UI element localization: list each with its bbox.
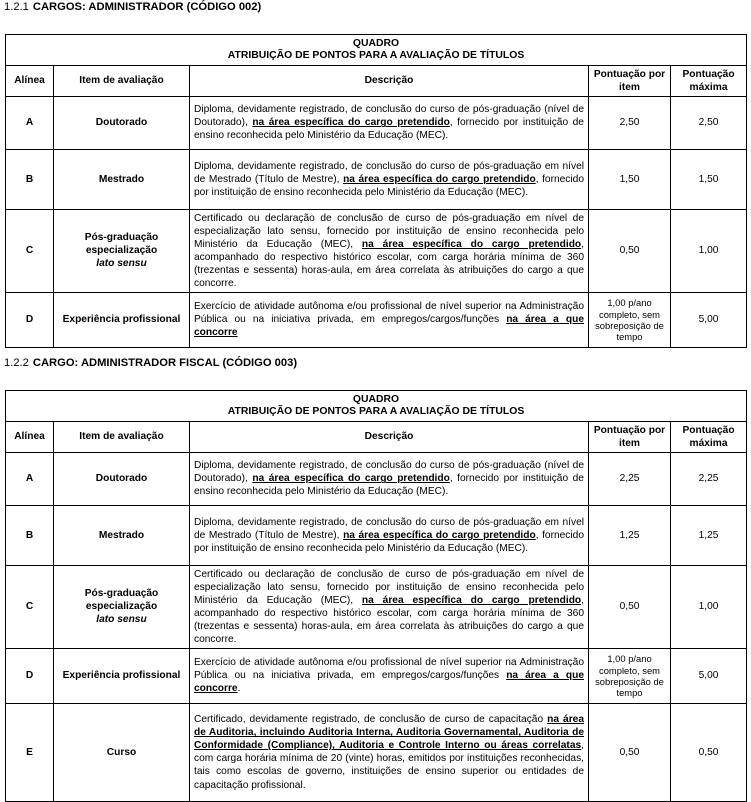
description-cell: [190, 452, 589, 505]
section-number: 1.2.2: [4, 357, 29, 369]
description-text: Diploma, devidamente registrado, de conclusão do curso de pós-graduação em nível de Mestrado (Título de Mestre),: [194, 516, 584, 541]
alinea-cell: B: [6, 505, 54, 565]
table-row: [6, 149, 747, 209]
description-cell: [190, 703, 589, 801]
description-text: Diploma, devidamente registrado, de conclusão do curso de pós-graduação (nível de Doutorado),: [194, 460, 584, 485]
item-cell: [54, 505, 190, 565]
description-text: , fornecido por instituição de ensino reconhecida pelo Ministério da Educação (MEC).: [194, 117, 584, 142]
quadro-header: [6, 35, 747, 66]
header-pontuacao-maxima: Pontuação máxima: [671, 65, 747, 96]
header-alinea: Alínea: [6, 65, 54, 96]
score-max: 1,00: [671, 565, 747, 648]
section-number: 1.2.1: [4, 1, 29, 13]
score-per-item: 0,50: [589, 703, 671, 801]
description-cell: [190, 96, 589, 149]
description-text: Certificado, devidamente registrado, de conclusão de curso de capacitação: [194, 714, 548, 726]
alinea-cell: A: [6, 96, 54, 149]
description-highlight: na área específica do cargo pretendido: [252, 117, 450, 129]
description-text: , fornecido por instituição de ensino reconhecida pelo Ministério da Educação (MEC).: [194, 529, 584, 554]
score-max: 0,50: [671, 703, 747, 801]
description-cell: [190, 565, 589, 648]
table-row: [6, 452, 747, 505]
description-cell: [190, 149, 589, 209]
quadro-subtitle: ATRIBUIÇÃO DE PONTOS PARA A AVALIAÇÃO DE TÍTULOS: [227, 405, 525, 417]
table-row: [6, 565, 747, 648]
header-pontuacao-maxima: Pontuação máxima: [671, 421, 747, 452]
description-highlight: na área específica do cargo pretendido: [252, 473, 450, 485]
item-cell: [54, 452, 190, 505]
table-row: [6, 703, 747, 801]
item-cell: [54, 648, 190, 703]
description-text: Exercício de atividade autônoma e/ou profissional de nível superior na Administração Pública ou na iniciativa privada, em empregos/cargos/funções: [194, 301, 584, 326]
header-pontuacao-item: Pontuação por item: [589, 65, 671, 96]
score-per-item: 1,00 p/ano completo, sem sobreposição de tempo: [589, 292, 671, 347]
score-per-item: 1,00 p/ano completo, sem sobreposição de tempo: [589, 648, 671, 703]
table-row: [6, 209, 747, 292]
score-max: 1,00: [671, 209, 747, 292]
item-cell: [54, 149, 190, 209]
description-highlight: na área específica do cargo pretendido: [361, 594, 582, 606]
description-text: Diploma, devidamente registrado, de conclusão do curso de pós-graduação (nível de Doutorado),: [194, 104, 584, 129]
item-label-italic: lato sensu: [96, 258, 147, 270]
item-label: Experiência profissional: [62, 314, 181, 326]
points-table: [5, 34, 747, 348]
item-label: Experiência profissional: [62, 670, 181, 682]
item-label: Mestrado: [98, 529, 145, 541]
score-per-item: 2,25: [589, 452, 671, 505]
table-row: [6, 648, 747, 703]
description-text: , acompanhado do respectivo histórico escolar, com carga horária mínima de 360 (trezentas e sessenta) horas-aula, em área correlata às atribuições do cargo a que concorre.: [194, 238, 584, 289]
table-row: [6, 292, 747, 347]
alinea-cell: D: [6, 648, 54, 703]
item-cell: [54, 96, 190, 149]
score-per-item: 1,25: [589, 505, 671, 565]
item-label: Mestrado: [98, 173, 145, 185]
alinea-cell: B: [6, 149, 54, 209]
item-cell: [54, 703, 190, 801]
quadro-subtitle: ATRIBUIÇÃO DE PONTOS PARA A AVALIAÇÃO DE TÍTULOS: [227, 49, 525, 61]
header-item: Item de avaliação: [54, 65, 190, 96]
alinea-cell: C: [6, 565, 54, 648]
item-cell: [54, 292, 190, 347]
header-alinea: Alínea: [6, 421, 54, 452]
quadro-header: [6, 391, 747, 422]
section-title: CARGOS: ADMINISTRADOR (CÓDIGO 002): [32, 1, 262, 13]
description-text: Certificado ou declaração de conclusão de curso de pós-graduação em nível de especialização lato sensu, fornecido por instituição de ensino reconhecida pelo Ministério da Educação (MEC),: [194, 212, 584, 250]
description-cell: [190, 648, 589, 703]
quadro-title: QUADRO: [352, 394, 400, 405]
score-per-item: 0,50: [589, 565, 671, 648]
item-label-italic: lato sensu: [96, 614, 147, 626]
score-max: 1,25: [671, 505, 747, 565]
description-cell: [190, 505, 589, 565]
description-highlight: na área específica do cargo pretendido: [361, 238, 582, 250]
score-per-item: 2,50: [589, 96, 671, 149]
description-highlight: na área específica do cargo pretendido: [343, 173, 536, 185]
score-max: 1,50: [671, 149, 747, 209]
description-cell: [190, 292, 589, 347]
section-heading: [4, 357, 297, 369]
item-cell: [54, 565, 190, 648]
points-table: [5, 390, 747, 802]
description-text: Diploma, devidamente registrado, de conclusão do curso de pós-graduação em nível de Mestrado (Título de Mestre),: [194, 160, 584, 185]
alinea-cell: A: [6, 452, 54, 505]
description-text: Certificado ou declaração de conclusão de curso de pós-graduação em nível de especialização lato sensu, fornecido por instituição de ensino reconhecida pelo Ministério da Educação (MEC),: [194, 568, 584, 606]
description-text: , fornecido por instituição de ensino reconhecida pelo Ministério da Educação (MEC).: [194, 173, 584, 198]
description-cell: [190, 209, 589, 292]
table-row: [6, 505, 747, 565]
item-label: Doutorado: [95, 473, 148, 485]
alinea-cell: C: [6, 209, 54, 292]
alinea-cell: D: [6, 292, 54, 347]
quadro-title: QUADRO: [352, 38, 400, 49]
description-text: , acompanhado do respectivo histórico escolar, com carga horária mínima de 360 (trezentas e sessenta) horas-aula, em área correlata às atribuições do cargo a que concorre.: [194, 594, 584, 645]
description-text: , fornecido por instituição de ensino reconhecida pelo Ministério da Educação (MEC).: [194, 473, 584, 498]
score-per-item: 1,50: [589, 149, 671, 209]
item-label: Pós-graduação especialização: [84, 232, 159, 257]
header-descricao: Descrição: [190, 65, 589, 96]
section-heading: [4, 1, 261, 13]
score-max: 2,25: [671, 452, 747, 505]
item-label: Pós-graduação especialização: [84, 588, 159, 613]
score-max: 5,00: [671, 292, 747, 347]
table-row: [6, 96, 747, 149]
description-highlight: na área a que concorre: [194, 670, 584, 695]
section-title: CARGO: ADMINISTRADOR FISCAL (CÓDIGO 003): [32, 357, 298, 369]
header-descricao: Descrição: [190, 421, 589, 452]
score-per-item: 0,50: [589, 209, 671, 292]
description-highlight: na área a que concorre: [194, 314, 584, 339]
item-cell: [54, 209, 190, 292]
score-max: 5,00: [671, 648, 747, 703]
description-text: , com carga horária mínima de 20 (vinte) horas, emitidos por instituições reconhecidas, tais como escolas de governo, instituições de ensino superior ou entidades de capacitação profissional.: [194, 740, 584, 791]
description-text: .: [237, 683, 241, 695]
item-label: Doutorado: [95, 117, 148, 129]
description-highlight: na área de Auditoria, incluindo Auditoria Interna, Auditoria Governamental, Auditoria de Conformidade (Compliance), Auditoria e Controle Interno ou áreas correlatas: [194, 714, 584, 752]
score-max: 2,50: [671, 96, 747, 149]
description-highlight: na área específica do cargo pretendido: [343, 529, 536, 541]
alinea-cell: E: [6, 703, 54, 801]
item-label: Curso: [106, 746, 137, 758]
header-pontuacao-item: Pontuação por item: [589, 421, 671, 452]
description-text: Exercício de atividade autônoma e/ou profissional de nível superior na Administração Pública ou na iniciativa privada, em empregos/cargos/funções: [194, 657, 584, 682]
header-item: Item de avaliação: [54, 421, 190, 452]
